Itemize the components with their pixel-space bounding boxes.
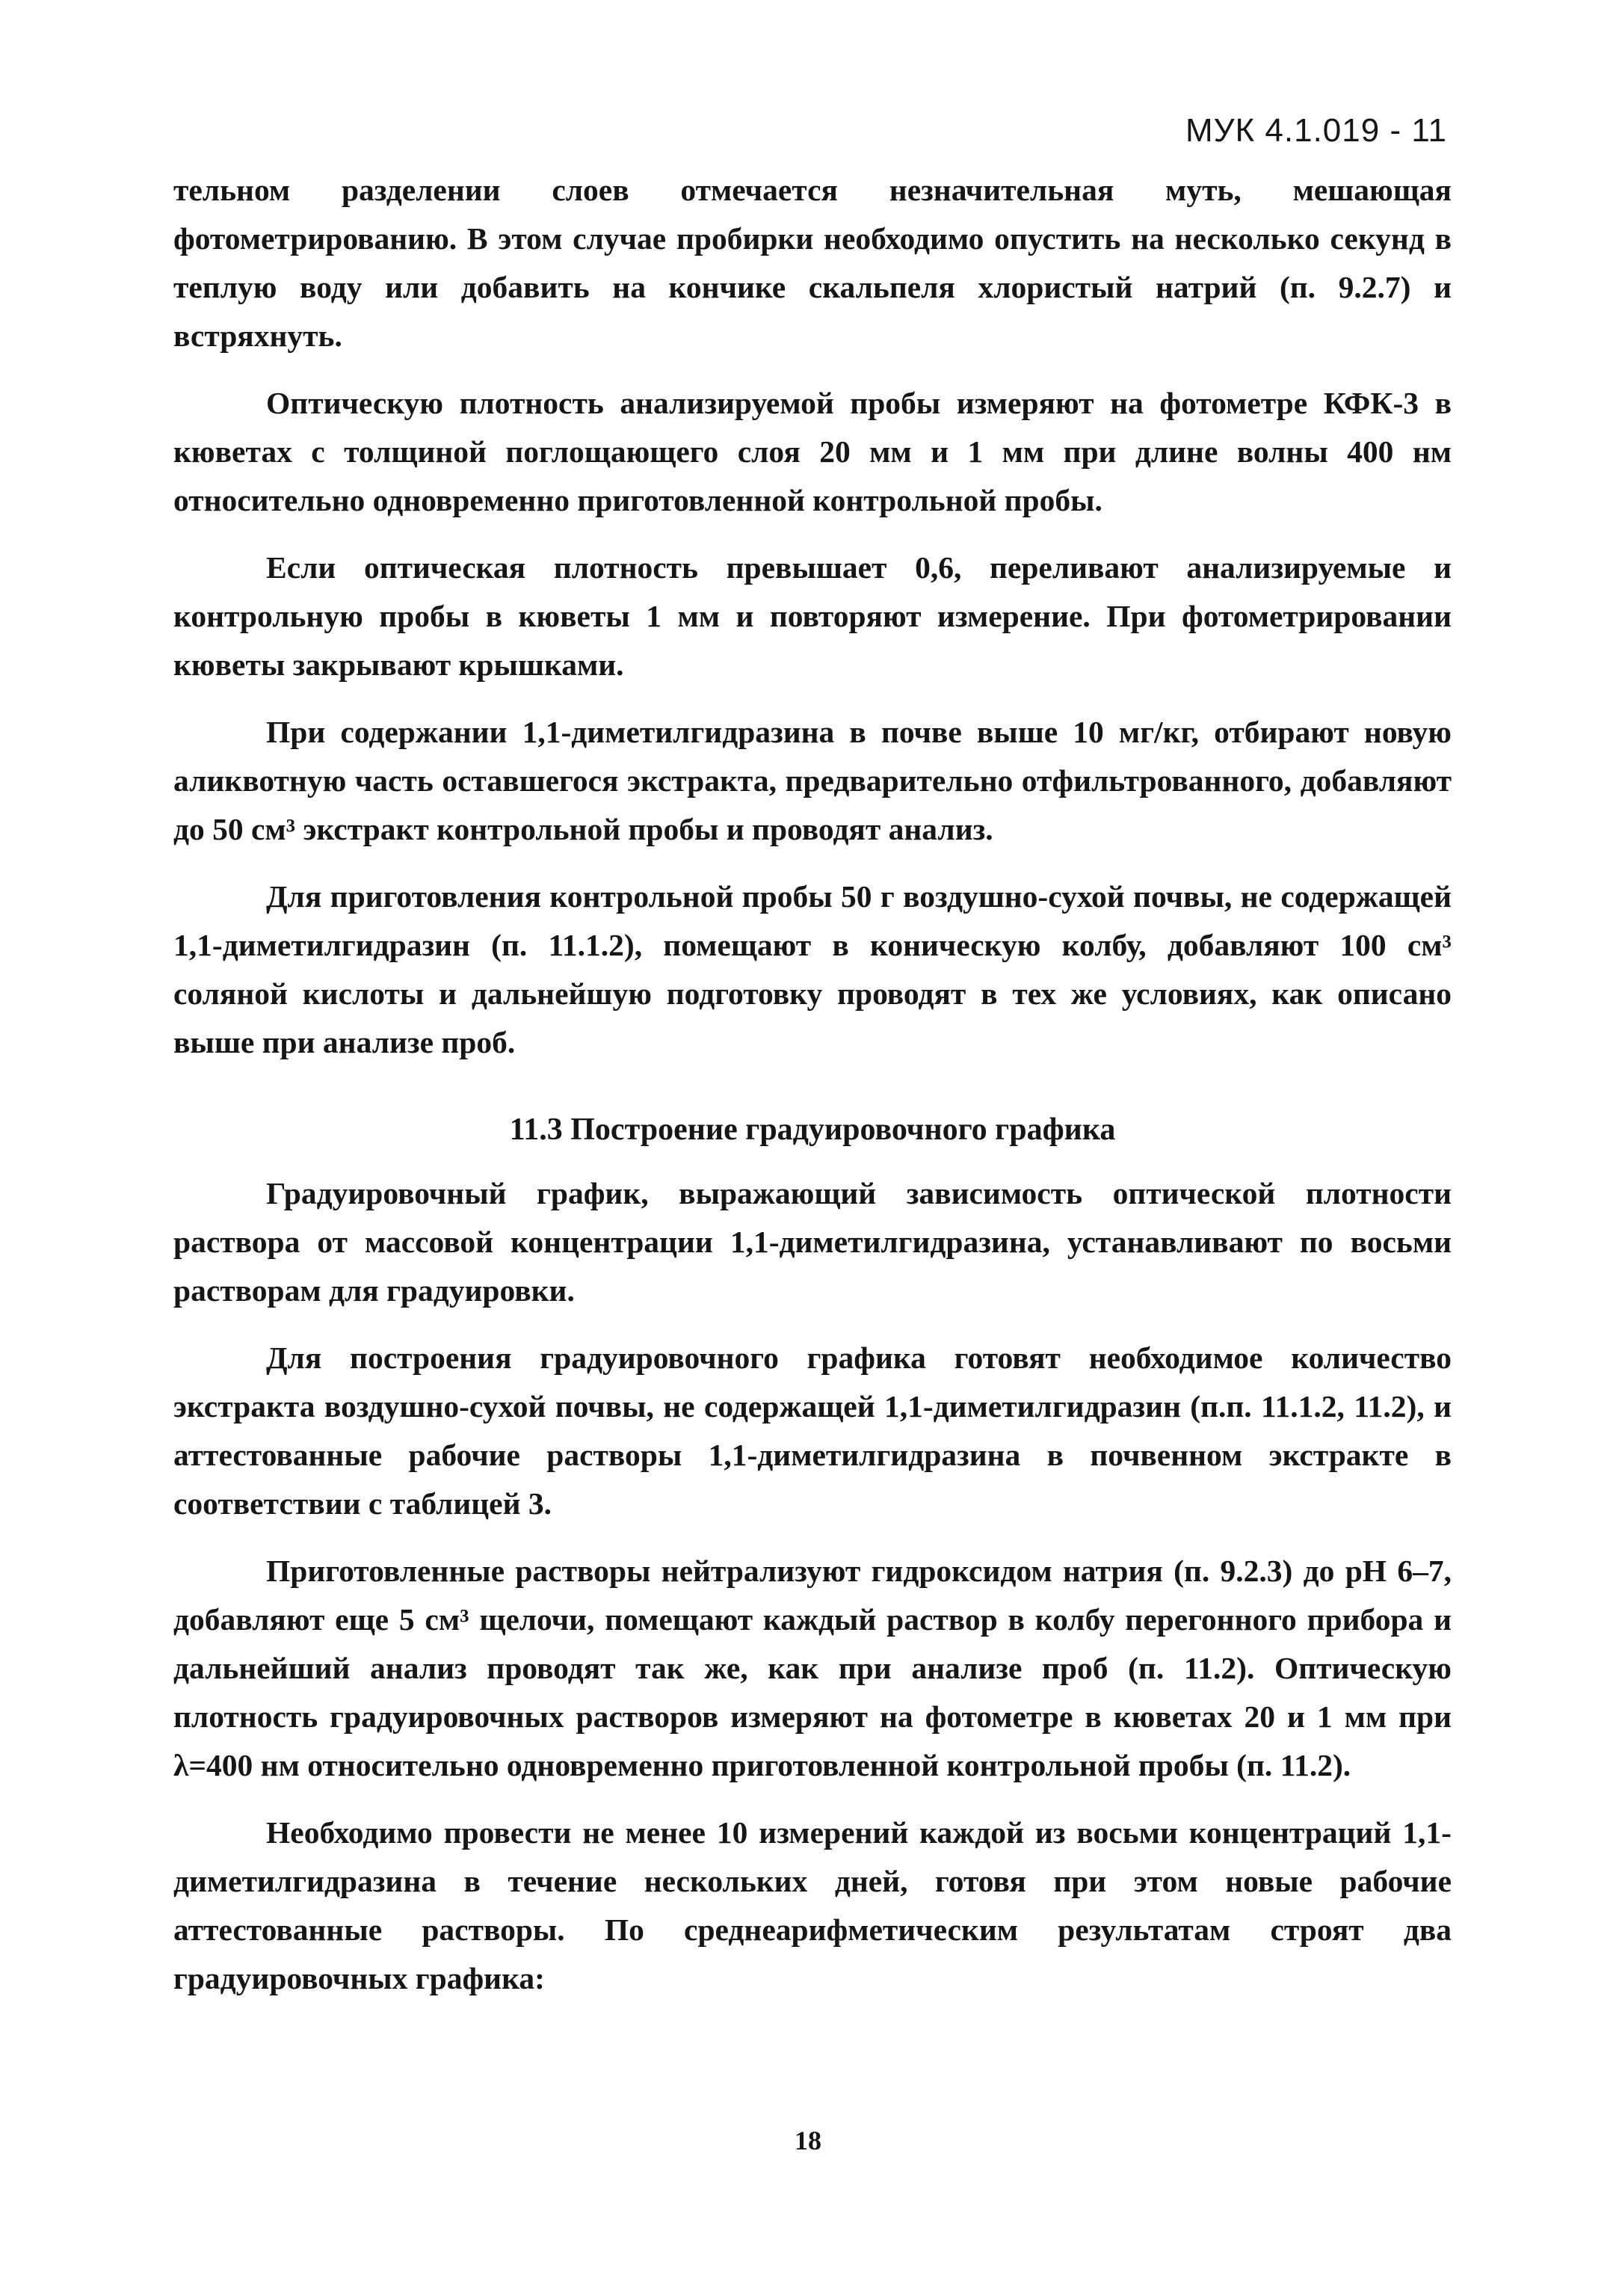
page-number: 18 [795, 2126, 821, 2155]
paragraph-continuation: тельном разделении слоев отмечается незначительная муть, мешающая фотометрированию. В этом случае пробирки необходимо опустить на несколько секунд в теплую воду или добавить на кончике скальпеля хлористый натрий (п. 9.2.7) и встряхнуть. [173, 173, 1452, 353]
paragraph-calibration-graph: Градуировочный график, выражающий зависимость оптической плотности раствора от массовой концентрации 1,1-диметилгидразина, устанавливают по восьми растворам для градуировки. [173, 1176, 1452, 1308]
paragraph-optical-density: Оптическую плотность анализируемой пробы измеряют на фотометре КФК-3 в кюветах с толщиной поглощающего слоя 20 мм и 1 мм при длине волны 400 нм относительно одновременно приготовленной контрольной пробы. [173, 386, 1452, 517]
document-code: МУК 4.1.019 - 11 [1185, 112, 1447, 149]
body-text [173, 166, 1452, 2022]
paragraph-neutralization: Приготовленные растворы нейтрализуют гидроксидом натрия (п. 9.2.3) до pH 6–7, добавляют еще 5 см³ щелочи, помещают каждый раствор в колбу перегонного прибора и дальнейший анализ проводят так же, как при анализе проб (п. 11.2). Оптическую плотность градуировочных растворов измеряют на фотометре в кюветах 20 и 1 мм при λ=400 нм относительно одновременно приготовленной контрольной пробы (п. 11.2). [173, 1554, 1452, 1782]
section-heading: 11.3 Построение градуировочного графика [509, 1112, 1116, 1147]
paragraph-graph-preparation: Для построения градуировочного графика готовят необходимое количество экстракта воздушно-сухой почвы, не содержащей 1,1-диметилгидразин (п.п. 11.1.2, 11.2), и аттестованные рабочие растворы 1,1-диметилгидразина в почвенном экстракте в соответствии с таблицей 3. [173, 1341, 1452, 1521]
paragraph-density-exceeds: Если оптическая плотность превышает 0,6, переливают анализируемые и контрольную пробы в кюветы 1 мм и повторяют измерение. При фотометрировании кюветы закрывают крышками. [173, 550, 1452, 682]
paragraph-high-content: При содержании 1,1-диметилгидразина в почве выше 10 мг/кг, отбирают новую аликвотную часть оставшегося экстракта, предварительно отфильтрованного, добавляют до 50 см³ экстракт контрольной пробы и проводят анализ. [173, 715, 1452, 846]
paragraph-measurements: Необходимо провести не менее 10 измерений каждой из восьми концентраций 1,1-диметилгидразина в течение нескольких дней, готовя при этом новые рабочие аттестованные растворы. По среднеарифметическим результатам строят два градуировочных графика: [173, 1815, 1452, 1995]
paragraph-control-sample: Для приготовления контрольной пробы 50 г воздушно-сухой почвы, не содержащей 1,1-диметилгидразин (п. 11.1.2), помещают в коническую колбу, добавляют 100 см³ соляной кислоты и дальнейшую подготовку проводят в тех же условиях, как описано выше при анализе проб. [173, 879, 1452, 1059]
